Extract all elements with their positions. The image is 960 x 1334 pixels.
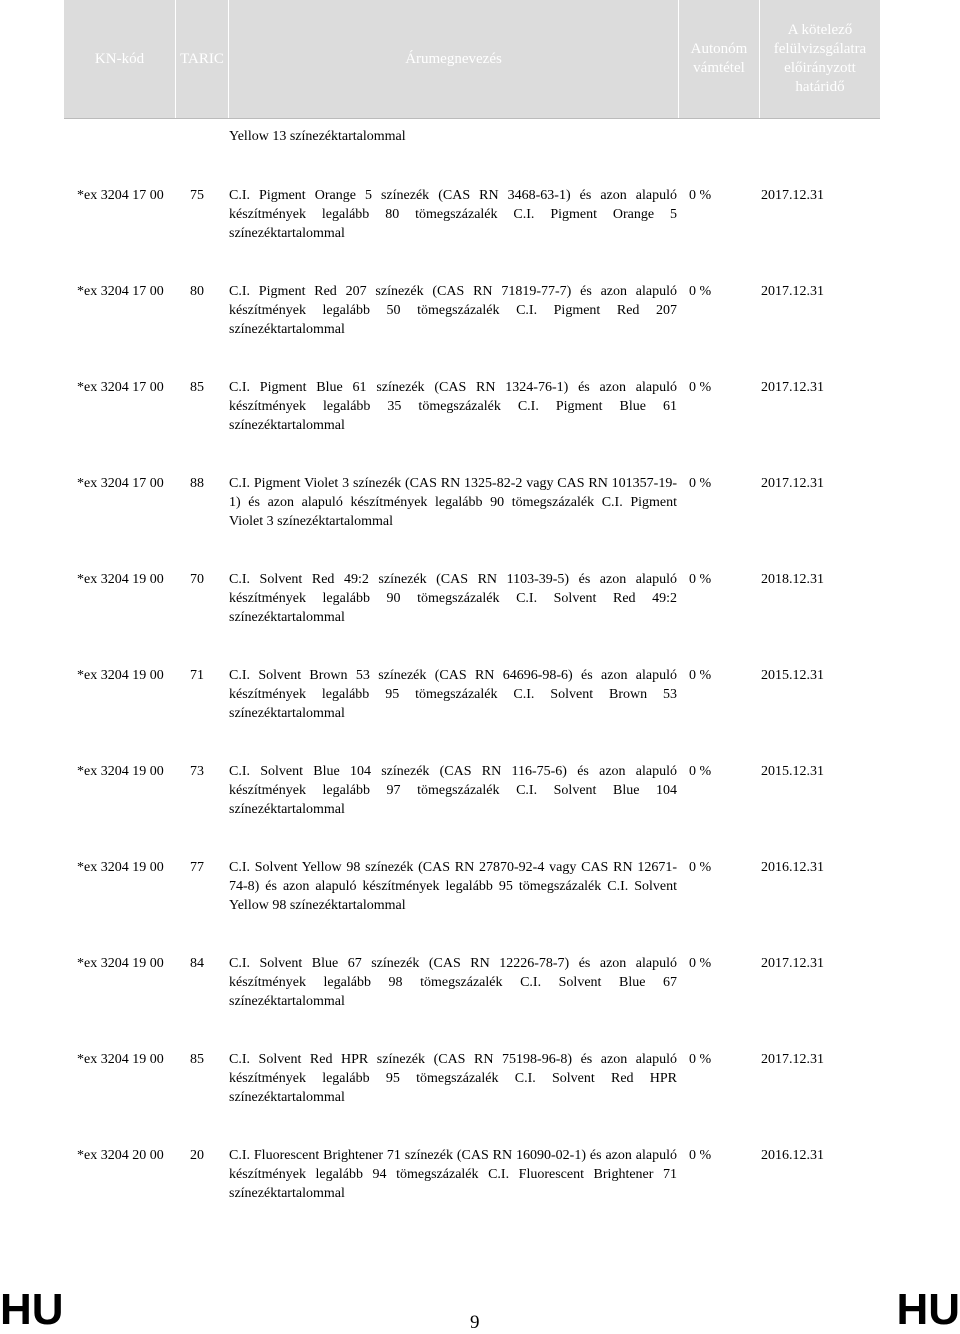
product-description: C.I. Solvent Yellow 98 színezék (CAS RN 27870-92-4 vagy CAS RN 12671-74-8) és azon alapuló készítmények legalább 95 tömegszázalék C.I. Solvent Yellow 98 színezéktartalommal <box>229 860 677 913</box>
review-date: 2017.12.31 <box>761 284 824 299</box>
taric-code: 75 <box>190 188 204 203</box>
kn-code: *ex 3204 17 00 <box>77 284 164 299</box>
taric-code: 73 <box>190 764 204 779</box>
footer-language-right: HU <box>896 1285 960 1334</box>
kn-code: *ex 3204 17 00 <box>77 380 164 395</box>
review-date: 2017.12.31 <box>761 1052 824 1067</box>
product-description: C.I. Pigment Blue 61 színezék (CAS RN 1324-76-1) és azon alapuló készítmények legalább 35 tömegszázalék C.I. Pigment Blue 61 színezéktartalommal <box>229 380 677 433</box>
duty-rate: 0 % <box>689 188 712 203</box>
review-date: 2015.12.31 <box>761 764 824 779</box>
header-rate <box>679 0 759 118</box>
header-rate-line: Autonóm <box>690 41 748 57</box>
product-description: C.I. Pigment Red 207 színezék (CAS RN 71819-77-7) és azon alapuló készítmények legalább 50 tömegszázalék C.I. Pigment Red 207 színezéktartalommal <box>229 284 677 337</box>
product-description: C.I. Solvent Blue 67 színezék (CAS RN 12226-78-7) és azon alapuló készítmények legalább 98 tömegszázalék C.I. Solvent Blue 67 színezéktartalommal <box>229 956 677 1009</box>
duty-rate: 0 % <box>689 380 712 395</box>
review-date: 2016.12.31 <box>761 1148 824 1163</box>
header-rate-line: vámtétel <box>693 60 745 76</box>
product-description: C.I. Fluorescent Brightener 71 színezék (CAS RN 16090-02-1) és azon alapuló készítmények legalább 94 tömegszázalék C.I. Fluorescent Brightener 71 színezéktartalommal <box>229 1148 677 1201</box>
taric-code: 85 <box>190 380 204 395</box>
kn-code: *ex 3204 19 00 <box>77 572 164 587</box>
duty-rate: 0 % <box>689 764 712 779</box>
kn-code: *ex 3204 20 00 <box>77 1148 164 1163</box>
taric-code: 70 <box>190 572 204 587</box>
header-date-line: határidő <box>795 79 845 95</box>
duty-rate: 0 % <box>689 284 712 299</box>
duty-rate: 0 % <box>689 476 712 491</box>
kn-code: *ex 3204 19 00 <box>77 1052 164 1067</box>
kn-code: *ex 3204 17 00 <box>77 188 164 203</box>
taric-code: 88 <box>190 476 204 491</box>
header-taric <box>176 0 228 118</box>
kn-code: *ex 3204 19 00 <box>77 764 164 779</box>
taric-code: 80 <box>190 284 204 299</box>
taric-code: 77 <box>190 860 204 875</box>
header-date-line: előirányzott <box>784 60 856 76</box>
header-kn-label: KN-kód <box>94 50 145 67</box>
taric-code: 85 <box>190 1052 204 1067</box>
kn-code: *ex 3204 19 00 <box>77 860 164 875</box>
kn-code: *ex 3204 19 00 <box>77 668 164 683</box>
product-description: C.I. Pigment Orange 5 színezék (CAS RN 3468-63-1) és azon alapuló készítmények legalább 80 tömegszázalék C.I. Pigment Orange 5 színezéktartalommal <box>229 188 677 241</box>
continuation-text: Yellow 13 színezéktartalommal <box>229 129 406 144</box>
table-header <box>64 0 880 119</box>
duty-rate: 0 % <box>689 668 712 683</box>
duty-rate: 0 % <box>689 572 712 587</box>
page-number: 9 <box>470 1312 480 1333</box>
header-description-label: Árumegnevezés <box>405 50 502 67</box>
header-kn-code <box>64 0 175 118</box>
review-date: 2017.12.31 <box>761 956 824 971</box>
duty-rate: 0 % <box>689 860 712 875</box>
product-description: C.I. Solvent Blue 104 színezék (CAS RN 116-75-6) és azon alapuló készítmények legalább 97 tömegszázalék C.I. Solvent Blue 104 színezéktartalommal <box>229 764 677 817</box>
review-date: 2018.12.31 <box>761 572 824 587</box>
taric-code: 84 <box>190 956 204 971</box>
product-description: C.I. Solvent Red HPR színezék (CAS RN 75198-96-8) és azon alapuló készítmények legalább 95 tömegszázalék C.I. Solvent Red HPR színezéktartalommal <box>229 1052 677 1105</box>
review-date: 2017.12.31 <box>761 476 824 491</box>
header-date-line: A kötelező <box>787 22 853 38</box>
header-review-date <box>760 0 880 118</box>
product-description: C.I. Solvent Red 49:2 színezék (CAS RN 1103-39-5) és azon alapuló készítmények legalább 90 tömegszázalék C.I. Solvent Red 49:2 színezéktartalommal <box>229 572 677 625</box>
review-date: 2016.12.31 <box>761 860 824 875</box>
kn-code: *ex 3204 19 00 <box>77 956 164 971</box>
product-description: C.I. Solvent Brown 53 színezék (CAS RN 64696-98-6) és azon alapuló készítmények legalább 95 tömegszázalék C.I. Solvent Brown 53 színezéktartalommal <box>229 668 677 721</box>
duty-rate: 0 % <box>689 1052 712 1067</box>
review-date: 2017.12.31 <box>761 188 824 203</box>
kn-code: *ex 3204 17 00 <box>77 476 164 491</box>
taric-code: 20 <box>190 1148 204 1163</box>
taric-code: 71 <box>190 668 204 683</box>
header-description <box>229 0 678 118</box>
header-taric-label: TARIC <box>180 50 224 67</box>
duty-rate: 0 % <box>689 1148 712 1163</box>
product-description: C.I. Pigment Violet 3 színezék (CAS RN 1325-82-2 vagy CAS RN 101357-19-1) és azon alapuló készítmények legalább 90 tömegszázalék C.I. Pigment Violet 3 színezéktartalommal <box>229 476 677 529</box>
duty-rate: 0 % <box>689 956 712 971</box>
header-date-line: felülvizsgálatra <box>773 41 867 57</box>
footer-language-left: HU <box>0 1285 64 1334</box>
review-date: 2017.12.31 <box>761 380 824 395</box>
review-date: 2015.12.31 <box>761 668 824 683</box>
